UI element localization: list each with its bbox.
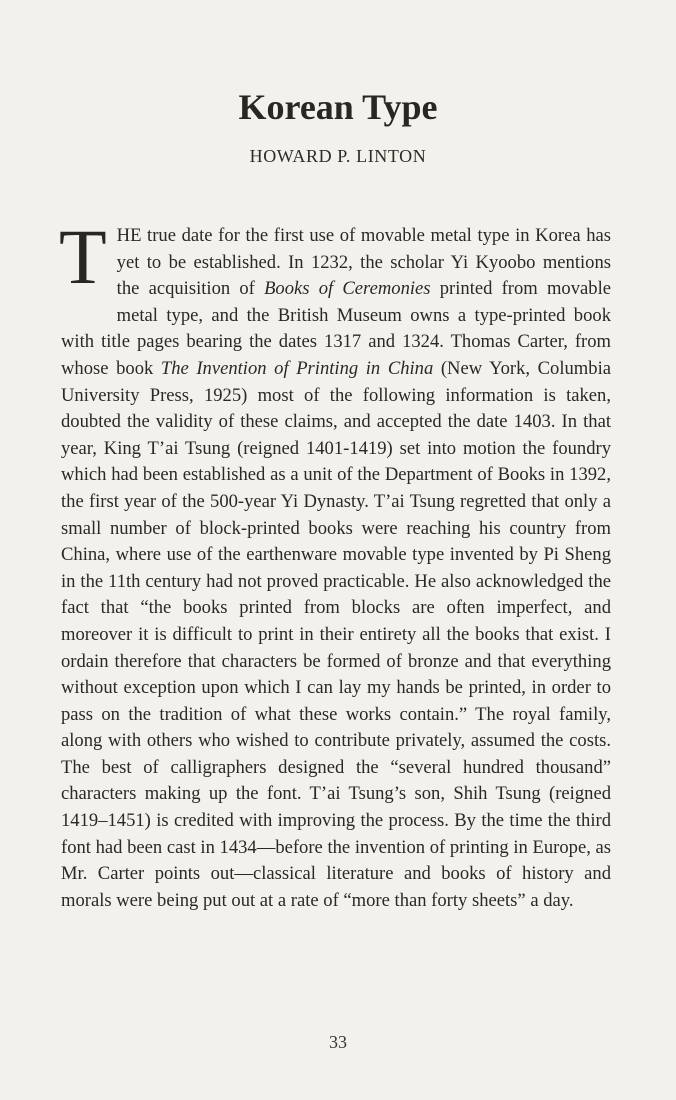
drop-cap: T [59,213,107,300]
page-number: 33 [329,1032,347,1052]
article-author: HOWARD P. LINTON [249,146,427,166]
book-title-invention: The Invention of Printing in China [160,357,434,379]
text-segment-3: (New York, Columbia University Press, 1925) most of the following information is taken, doubted the validity of these claims, and accepted the date 1403. In that year, King T’ai Tsung (reigned 1401-1419) set into motion the foundry which had been established as a unit of the Department of Books in 1392, the first year of the 500-year Yi Dynasty. T’ai Tsung regretted that only a small number of block-printed books were reaching his country from China, where use of the earthenware movable type invented by Pi Sheng in the 11th century had not proved practicable. He also acknowledged the fact that “the books printed from blocks are often imperfect, and moreover it is difficult to print in their entirety all the books that exist. I ordain therefore that characters be formed of bronze and that everything without exception upon which I can lay my hands be printed, in order to pass on the tradition of what these works contain.” The royal family, along with others who wished to contribute privately, assumed the costs. The best of calligraphers designed the “several hundred thousand” characters making up the font. T’ai Tsung’s son, Shih Tsung (reigned 1419–1451) is credited with improving the process. By the time the third font had been cast in 1434—before the invention of printing in Europe, as Mr. Carter points out—classical literature and books of history and morals were being put out at a rate of “more than forty sheets” a day. [61,357,611,911]
article-title: Korean Type [238,87,438,128]
article-paragraph [59,213,611,914]
book-title-ceremonies: Books of Ceremonies [264,278,431,300]
article-body [59,213,611,914]
text-segment-1: HE true date for the first use of movable metal type in Korea has yet to be established. In 1232, the scholar Yi Kyoobo mentions the acquisition of [116,225,611,300]
text-segment-2: printed from movable metal type, and the British Museum owns a type-printed book with title pages bearing the dates 1317 and 1324. Thomas Carter, from whose book [61,278,611,379]
